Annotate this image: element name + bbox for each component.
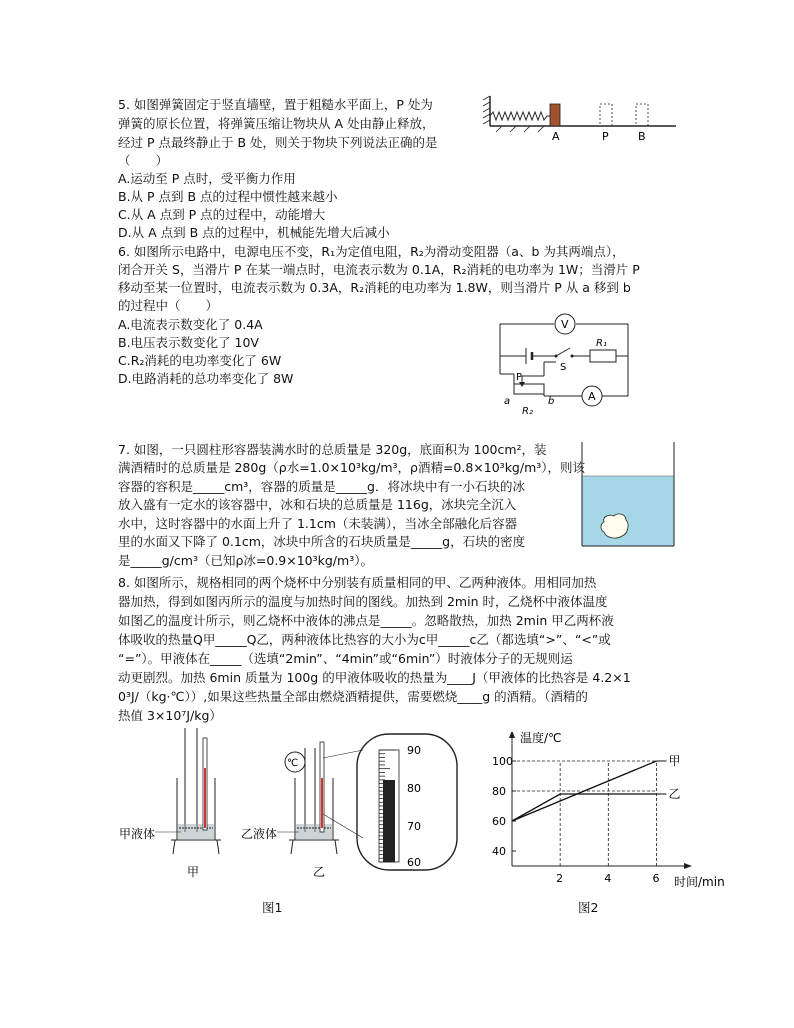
jia-label: 甲: [187, 865, 200, 879]
q6-line-4: 的过程中（ ）: [118, 298, 219, 313]
y-tick-label: 100: [492, 755, 513, 768]
figure-2-caption: 图2: [578, 900, 599, 915]
q5-option-c: C.从 A 点到 P 点的过程中，动能增大: [118, 207, 326, 222]
q6-option-c: C.R₂消耗的电功率变化了 6W: [118, 353, 282, 368]
q5-line-2: 弹簧的原长位置，将弹簧压缩让物块从 A 处由静止释放，: [118, 116, 435, 131]
block-at-a: [550, 104, 560, 126]
circuit-figure: [496, 312, 636, 420]
q8-line-1: 8. 如图所示，规格相同的两个烧杯中分别装有质量相同的甲、乙两种液体。用相同加热: [118, 575, 597, 590]
q6-option-d: D.电路消耗的总功率变化了 8W: [118, 371, 294, 386]
q8-line-2: 器加热，得到如图丙所示的温度与加热时间的图线。加热到 2min 时，乙烧杯中液体温度: [118, 594, 608, 609]
figure-2-chart: [486, 732, 726, 892]
q5-option-b: B.从 P 点到 B 点的过程中惯性越来越小: [118, 189, 338, 204]
ice-stone-icon: [601, 514, 628, 538]
y-axis-arrow: [509, 732, 515, 738]
yi-label: 乙: [313, 865, 326, 879]
spring-block-figure: [480, 92, 680, 142]
spring-icon: [490, 112, 550, 120]
block-at-p: [600, 104, 612, 126]
x-axis-arrow: [684, 863, 692, 869]
q5-option-d: D.从 A 点到 B 点的过程中，机械能先增大后减小: [118, 225, 390, 240]
x-tick-label: 2: [556, 872, 564, 885]
q5-line-1: 5. 如图弹簧固定于竖直墙壁，置于粗糙水平面上，P 处为: [118, 97, 433, 112]
end-a-label: a: [504, 396, 511, 407]
y-tick-label: 60: [492, 815, 506, 828]
ammeter-label: A: [588, 390, 596, 403]
figure-1-caption: 图1: [262, 900, 283, 915]
series-label: 甲: [668, 754, 681, 768]
q7-line-7: 是_____g/cm³（已知ρ冰=0.9×10³kg/m³）。: [118, 553, 373, 568]
q8-line-6: 动更剧烈。加热 6min 质量为 100g 的甲液体吸收的热量为____J（甲液体的比热容是 4.2×1: [118, 670, 631, 685]
switch-label: S: [560, 362, 567, 373]
yi-liquid-label: 乙液体: [241, 827, 278, 841]
label-p: P: [602, 130, 609, 142]
block-at-b: [636, 104, 648, 126]
q5-line-3: 经过 P 点最终静止于 B 处，则关于物块下列说法正确的是: [118, 135, 438, 150]
q8-line-3: 如图乙的温度计所示，则乙烧杯中液体的沸点是_____。忽略散热，加热 2min 甲乙两杯液: [118, 613, 614, 628]
series-line-yi: [512, 794, 656, 821]
q7-line-1: 7. 如图，一只圆柱形容器装满水时的总质量是 320g，底面积为 100cm²，装: [118, 442, 547, 457]
celsius-label: ℃: [287, 758, 299, 769]
q8-line-5: “=”）。甲液体在_____（选填“2min”、“4min”或“6min”）时液体分子的无规则运: [118, 651, 573, 666]
q6-option-a: A.电流表示数变化了 0.4A: [118, 317, 263, 332]
tick-60: 60: [407, 856, 421, 869]
label-a: A: [552, 130, 560, 142]
q7-line-6: 里的水面又下降了 0.1cm，冰块中所含的石块质量是_____g，石块的密度: [118, 534, 526, 549]
q7-line-3: 容器的容积是_____cm³，容器的质量是_____g．将冰块中有一小石块的冰: [118, 479, 525, 494]
q8-line-4: 体吸收的热量Q甲_____Q乙，两种液体比热容的大小为c甲_____c乙（都选填“>”、“<”或: [118, 632, 611, 647]
x-tick-label: 4: [604, 872, 612, 885]
r1-label: R₁: [596, 338, 607, 349]
q7-line-5: 水中，这时容器中的水面上升了 1.1cm（未装满），当冰全部融化后容器: [118, 516, 518, 531]
x-axis-label: 时间/min: [674, 875, 725, 889]
jia-liquid-label: 甲液体: [119, 827, 156, 841]
q5-line-4: （ ）: [118, 153, 169, 168]
q7-line-2: 满酒精时的总质量是 280g（ρ水=1.0×10³kg/m³，ρ酒精=0.8×10³kg/m³），则该: [118, 460, 586, 475]
q7-line-4: 放入盛有一定水的该容器中，冰和石块的总质量是 116g，冰块完全沉入: [118, 497, 517, 512]
q6-line-1: 6. 如图所示电路中，电源电压不变，R₁为定值电阻，R₂为滑动变阻器（a、b 为其两端点），: [118, 244, 625, 259]
series-label: 乙: [668, 787, 681, 801]
figure-1-beakers: [115, 728, 465, 918]
q5-option-a: A.运动至 P 点时，受平衡力作用: [118, 171, 296, 186]
voltmeter-label: V: [561, 318, 569, 331]
tick-90: 90: [407, 744, 421, 757]
q8-line-7: 0³J/（kg·℃））,如果这些热量全部由燃烧酒精提供，需要燃烧____g 的酒精。（酒精的: [118, 689, 588, 704]
label-b: B: [638, 130, 646, 142]
q6-line-3: 移动至某一位置时，电流表示数为 0.3A，R₂消耗的电功率为 1.8W，则当滑片 P 从 a 移到 b: [118, 280, 631, 295]
container-figure: [580, 440, 676, 550]
y-tick-label: 80: [492, 785, 506, 798]
tick-80: 80: [407, 782, 421, 795]
q6-line-2: 闭合开关 S，当滑片 P 在某一端点时，电流表示数为 0.1A，R₂消耗的电功率为 1W；当滑片 P: [118, 262, 640, 277]
slider-label: P: [516, 372, 523, 383]
q8-line-8: 热值 3×10⁷J/kg）: [118, 708, 222, 723]
y-tick-label: 40: [492, 845, 506, 858]
q6-option-b: B.电压表示数变化了 10V: [118, 335, 259, 350]
x-tick-label: 6: [652, 872, 660, 885]
y-axis-label: 温度/℃: [520, 732, 562, 745]
tick-70: 70: [407, 820, 421, 833]
r2-label: R₂: [522, 406, 533, 417]
end-b-label: b: [548, 396, 555, 407]
